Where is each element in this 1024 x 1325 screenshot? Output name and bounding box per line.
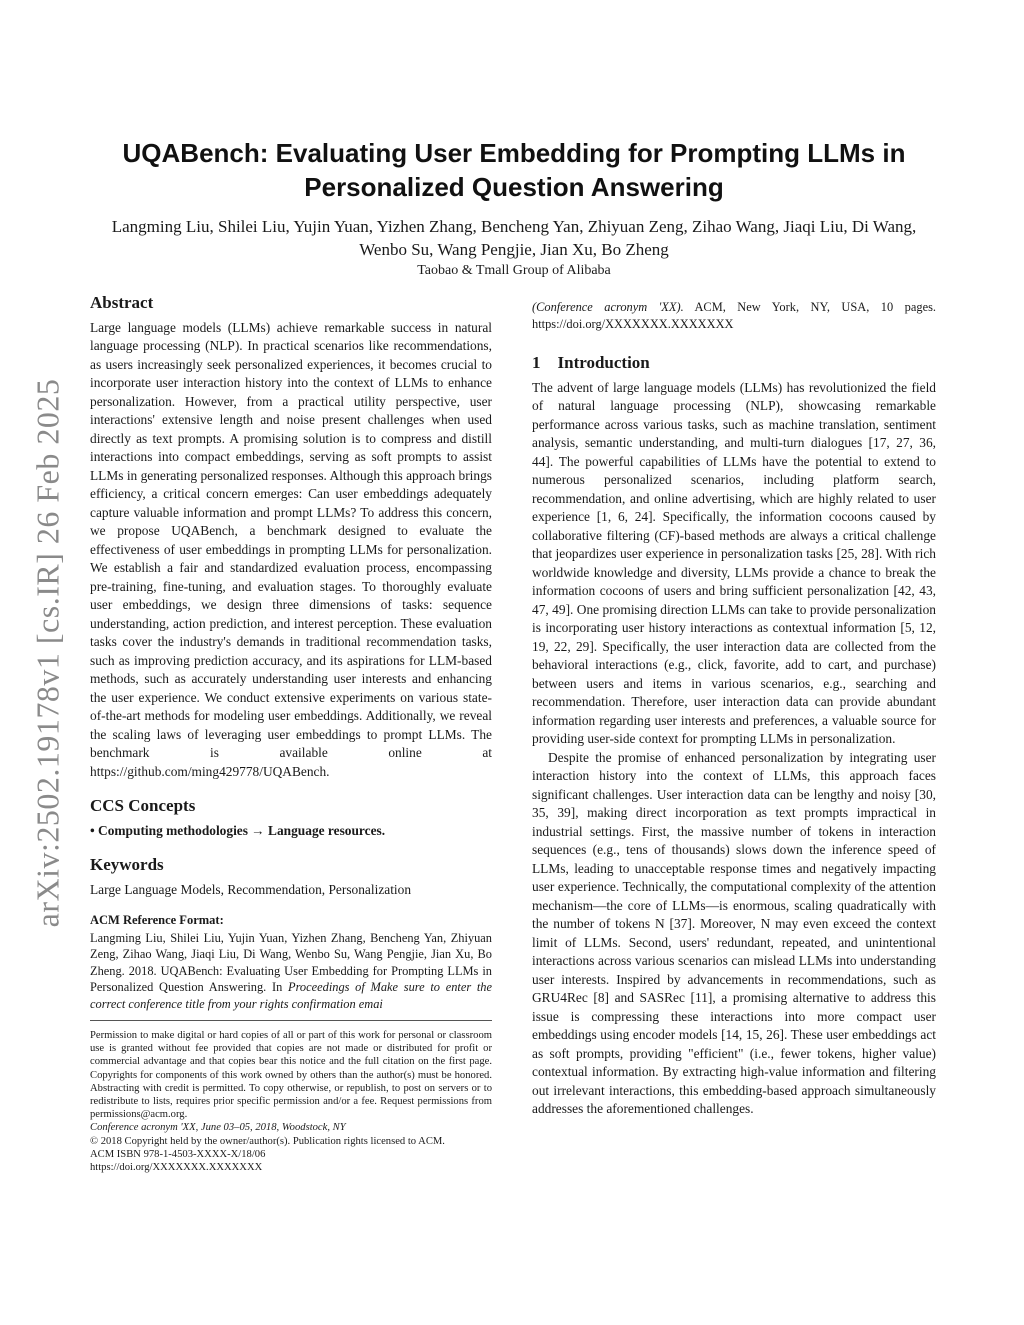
- right-column: [532, 299, 936, 1119]
- keywords-text: Large Language Models, Recommendation, Personalization: [90, 881, 412, 897]
- affiliation: Taobao & Tmall Group of Alibaba: [417, 263, 611, 278]
- isbn-line: ACM ISBN 978-1-4503-XXXX-X/18/06: [90, 1148, 266, 1160]
- ccs-heading: CCS Concepts: [90, 796, 196, 815]
- paper-title: UQABench: Evaluating User Embedding for Prompting LLMs in Personalized Question Answering: [122, 138, 906, 202]
- acm-ref-heading: ACM Reference Format:: [90, 913, 224, 927]
- acm-ref-text: [90, 930, 492, 1013]
- copyright-line: © 2018 Copyright held by the owner/author(s). Publication rights licensed to ACM.: [90, 1135, 445, 1147]
- keywords-heading: Keywords: [90, 855, 164, 874]
- ccs-text: • Computing methodologies → Language resources.: [90, 822, 386, 838]
- abstract-text: Large language models (LLMs) achieve remarkable success in natural language processing (NLP). In practical scenarios like recommendations, as users increasingly seek personalized experiences, it becomes crucial to incorporate user interaction history into the context of LLMs to enhance personalization. However, from a practical utility perspective, user interactions' extensive length and noise present challenges when used directly as text prompts. A promising solution is to compress and distill interactions into compact embeddings, serving as soft prompts to assist LLMs in generating personalized responses. Although this approach brings efficiency, a critical concern emerges: Can user embeddings adequately capture valuable information and prompt LLMs? To address this concern, we propose UQABench, a benchmark designed to evaluate the effectiveness of user embeddings in prompting LLMs for personalization. We establish a fair and standardized evaluation process, encompassing pre-training, fine-tuning, and evaluation stages. To thoroughly evaluate user embeddings, we design three dimensions of tasks: sequence understanding, action prediction, and interest perception. These evaluation tasks cover the industry's demands in traditional recommendation tasks, such as improving prediction accuracy, and its aspirations for LLM-based methods, such as accurately understanding user interests and enhancing the user experience. We conduct extensive experiments on various state-of-the-art methods for modeling user embeddings. Additionally, we reveal the scaling laws of leveraging user embeddings to prompt LLMs. The benchmark is available online at https://github.com/ming429778/UQABench.: [90, 319, 493, 779]
- permission-block: [90, 1029, 492, 1174]
- abstract-heading: Abstract: [90, 293, 154, 312]
- footnote-divider: [90, 1020, 492, 1021]
- left-column: [90, 294, 492, 1174]
- author-list: Langming Liu, Shilei Liu, Yujin Yuan, Yizhen Zhang, Bencheng Yan, Zhiyuan Zeng, Zihao Wang, Jiaqi Liu, Di Wang, Wenbo Su, Wang Pengjie, Jian Xu, Bo Zheng: [111, 217, 917, 259]
- citation-italic: (Conference acronym 'XX).: [532, 300, 684, 314]
- arxiv-margin-note: arXiv:2502.19178v1 [cs.IR] 26 Feb 2025: [29, 378, 66, 928]
- acm-ref-body: Langming Liu, Shilei Liu, Yujin Yuan, Yizhen Zhang, Bencheng Yan, Zhiyuan Zeng, Zihao Wang, Jiaqi Liu, Di Wang, Wenbo Su, Wang Pengjie, Jian Xu, Bo Zheng. 2018. UQABench: Evaluating User Embedding for Prompting LLMs in Personalized Question Answering. In: [90, 930, 492, 994]
- permission-text: Permission to make digital or hard copies of all or part of this work for personal or classroom use is granted without fee provided that copies are not made or distributed for profit or commercial advantage and that copies bear this notice and the full citation on the first page. Copyrights for components of this work owned by others than the author(s) must be honored. Abstracting with credit is permitted. To copy otherwise, or republish, to post on servers or to redistribute to lists, requires prior specific permission and/or a fee. Request permissions from permissions@acm.org.: [90, 1030, 492, 1121]
- doi-line: https://doi.org/XXXXXXX.XXXXXXX: [90, 1162, 263, 1174]
- citation-continuation: [532, 299, 936, 332]
- conference-line: Conference acronym 'XX, June 03–05, 2018, Woodstock, NY: [90, 1122, 346, 1134]
- intro-paragraph-2: Despite the promise of enhanced personalization by integrating user interaction history into the context of LLMs, this approach faces significant challenges. User interaction data can be lengthy and noisy [30, 35, 39], making direct incorporation as text prompts impractical in industrial settings. First, the massive number of tokens in interaction sequences (e.g., tens of thousands) slows down the inference speed of LLMs, leading to unacceptable response times and negatively impacting user experience. Technically, the computational complexity of the attention mechanism—the core of LLMs—is enormous, scaling quadratically with the number of tokens N [37]. Moreover, N may even exceed the context limit of LLMs. Second, users' redundant, repeated, and unintentional interactions across various scenarios can mislead LLMs into understanding user interests. Inspired by advancements in recommendations, such as GRU4Rec [8] and SASRec [11], a promising alternative to address this issue is compressing these interactions into more compact user embeddings using encoder models [14, 15, 26]. These user embeddings act as soft prompts, providing "efficient" (i.e., fewer tokens, higher value) contextual information. By extracting high-value information and filtering out irrelevant interactions, this embedding-based approach simultaneously addresses the aforementioned challenges.: [532, 749, 936, 1116]
- acm-ref-italic: Proceedings of Make sure to enter the correct conference title from your rights confirmation emai: [90, 980, 492, 1011]
- intro-paragraph-1: The advent of large language models (LLMs) has revolutionized the field of natural language processing (NLP), showcasing remarkable performance across various tasks, such as machine translation, sentiment analysis, semantic understanding, and multi-turn dialogues [17, 27, 36, 44]. The powerful capabilities of LLMs have the potential to extend to numerous personalized scenarios, including platform search, recommendation, and online advertising, which are highly related to user experience [1, 6, 24]. Specifically, the information cocoons caused by collaborative filtering (CF)-based methods are always a critical challenge that jeopardizes user experience in personalization tasks [25, 28]. With rich worldwide knowledge and diversity, LLMs provide a chance to break the information cocoons of users and bring sufficient personalization [42, 43, 47, 49]. One promising direction LLMs can take to provide personalization is incorporating user history interactions as contextual information [5, 12, 19, 22, 29]. Specifically, the user interaction data are collected from the behavioral interactions (e.g., click, favorite, add to cart, and purchase) between users and items in various scenarios, e.g., searching and recommendation. Therefore, user interaction data can provide abundant information regarding user interests and preferences, a valuable source for providing user-side context for prompting LLMs in personalization.: [532, 379, 936, 746]
- intro-heading: 1 Introduction: [532, 353, 650, 372]
- citation-rest: ACM, New York, NY, USA, 10 pages. https://doi.org/XXXXXXX.XXXXXXX: [532, 300, 936, 331]
